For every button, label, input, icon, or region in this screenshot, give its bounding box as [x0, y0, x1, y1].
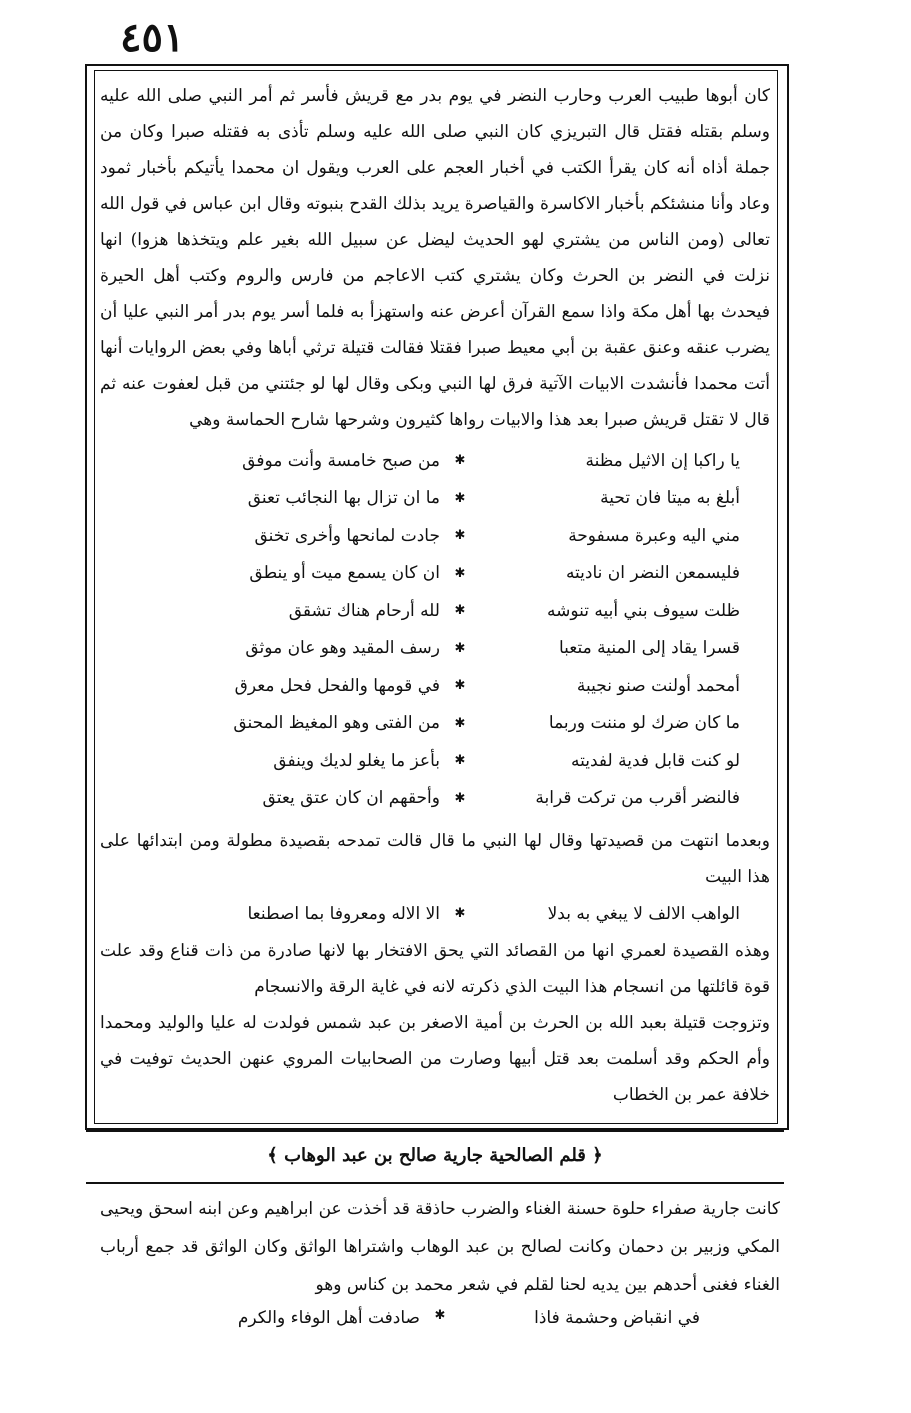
verse	[100, 442, 770, 480]
verse	[100, 780, 770, 818]
commentary-paragraph: وهذه القصيدة لعمري انها من القصائد التي يحق الافتخار بها لانها صادرة من ذات قناع وقد علت قوة قائلتها من انسجام هذا البيت الذي ذكرته لانه في غاية الرقة والانسجام	[100, 940, 770, 997]
star-separator: ✱	[454, 715, 466, 731]
verse	[100, 480, 770, 518]
main-text-block	[100, 78, 770, 1113]
verse-first-hemistich: لو كنت قابل فدية لفديته	[571, 750, 740, 771]
verse-second-hemistich: من صبح خامسة وأنت موفق	[242, 450, 440, 471]
verse-first-hemistich: مني اليه وعبرة مسفوحة	[568, 525, 740, 546]
section-divider-top	[86, 1130, 784, 1132]
verse-second-hemistich: لله أرحام هناك تشقق	[288, 600, 440, 621]
star-separator: ✱	[454, 453, 466, 469]
star-separator: ✱	[454, 790, 466, 806]
verse	[100, 592, 770, 630]
after-poem-paragraph: وبعدما انتهت من قصيدتها وقال لها النبي ما قال قالت تمدحه بقصيدة مطولة ومن ابتدائها على هذا البيت	[100, 831, 770, 887]
verse-first-hemistich: ما كان ضرك لو مننت وربما	[548, 713, 740, 734]
section-divider-bottom	[86, 1182, 784, 1184]
verse	[100, 705, 770, 743]
star-separator: ✱	[454, 753, 466, 769]
verse	[100, 742, 770, 780]
verse-first-hemistich: قسرا يقاد إلى المنية متعبا	[558, 638, 740, 659]
verse	[100, 517, 770, 555]
verse-second-hemistich: رسف المقيد وهو عان موثق	[245, 638, 440, 659]
verse-first-hemistich: أبلغ به ميتا فان تحية	[600, 488, 740, 509]
section-heading: ﴿ قلم الصالحية جارية صالح بن عبد الوهاب ﴾	[267, 1145, 603, 1166]
star-separator: ✱	[454, 603, 466, 619]
star-separator: ✱	[454, 528, 466, 544]
verse	[100, 630, 770, 668]
star-separator: ✱	[454, 906, 466, 922]
verse-second-hemistich: من الفتى وهو المغيظ المحنق	[233, 713, 440, 734]
single-verse	[100, 895, 770, 933]
verse	[100, 555, 770, 593]
verse-first-hemistich: يا راكبا إن الاثيل مظنة	[585, 450, 740, 471]
star-separator: ✱	[454, 490, 466, 506]
verse	[100, 667, 770, 705]
verse-second-hemistich: الا الاله ومعروفا بما اصطنعا	[247, 903, 440, 924]
verse-second-hemistich: ان كان يسمع ميت أو ينطق	[249, 563, 440, 584]
verse-second-hemistich: صادفت أهل الوفاء والكرم	[237, 1308, 420, 1328]
intro-paragraph: كان أبوها طبيب العرب وحارب النضر في يوم بدر مع قريش فأسر ثم أمر النبي صلى الله عليه وسلم بقتله فقتل قال التبريزي كان النبي صلى الله عليه وسلم تأذى به فقتله صبرا وكان من جملة أذاه أنه كان يقرأ الكتب في أخبار العجم على العرب ويقول ان محمدا يأتيكم بأخبار ثمود وعاد وأنا منشئكم بأخبار الاكاسرة والقياصرة يريد بذلك القدح بنبوته وقال ابن عباس في قول الله تعالى (ومن الناس من يشتري لهو الحديث ليضل عن سبيل الله بغير علم ويتخذها هزوا) انها نزلت في النضر بن الحرث وكان يشتري كتب الاعاجم من فارس والروم وكتب أهل الحيرة فيحدث بها أهل مكة واذا سمع القرآن أعرض عنه واستهزأ به فلما أسر يوم بدر أمر النبي عليا أن يضرب عنقه وعنق عقبة بن أبي معيط صبرا فقتلا فقالت قتيلة ترثي أباها وفي بعض الروايات أنها أتت محمدا فأنشدت الابيات الآتية فرق لها النبي وبكى وقال لها لو جئتني من قبل لعفوت عنه ثم قال لا تقتل قريش صبرا بعد هذا والابيات رواها كثيرون وشرحها شارح الحماسة وهي	[100, 86, 770, 430]
verse-first-hemistich: فالنضر أقرب من تركت قرابة	[535, 788, 740, 809]
verse-first-hemistich: فليسمعن النضر ان ناديته	[565, 563, 740, 584]
star-separator: ✱	[434, 1308, 446, 1323]
verse-second-hemistich: في قومها والفحل فحل معرق	[234, 675, 440, 696]
biography-paragraph: وتزوجت قتيلة بعبد الله بن الحرث بن أمية الاصغر بن عبد شمس فولدت له عليا والوليد ومحمدا وأم الحكم وقد أسلمت بعد قتل أبيها وصارت من الصحابيات المروي عنهن الحديث توفيت في خلافة عمر بن الخطاب	[100, 1012, 770, 1105]
verse-second-hemistich: جادت لمانحها وأخرى تخنق	[254, 525, 440, 546]
verse-first-hemistich: في انقباض وحشمة فاذا	[534, 1308, 700, 1328]
verse-second-hemistich: وأحقهم ان كان عتق يعتق	[262, 788, 440, 809]
section-verse	[100, 1308, 780, 1328]
verse-first-hemistich: ظلت سيوف بني أبيه تنوشه	[547, 600, 740, 621]
page-number: ٤٥١	[120, 14, 185, 61]
section-text-block	[100, 1190, 780, 1328]
poem	[100, 442, 770, 817]
verse-first-hemistich: الواهب الالف لا يبغي به بدلا	[547, 903, 740, 924]
verse-first-hemistich: أمحمد أولنت صنو نجيبة	[576, 675, 740, 696]
star-separator: ✱	[454, 565, 466, 581]
verse-second-hemistich: ما ان تزال بها النجائب تعنق	[247, 488, 440, 509]
star-separator: ✱	[454, 678, 466, 694]
section-paragraph: كانت جارية صفراء حلوة حسنة الغناء والضرب حاذقة قد أخذت عن ابراهيم وعن ابنه اسحق ويحيى المكي وزبير بن دحمان وكانت لصالح بن عبد الوهاب واشتراها الواثق وكان الواثق قد جمع أرباب الغناء فغنى أحدهم بين يديه لحنا لقلم في شعر محمد بن كناس وهو	[100, 1199, 780, 1295]
verse-second-hemistich: بأعز ما يغلو لديك وينفق	[273, 750, 440, 771]
star-separator: ✱	[454, 640, 466, 656]
